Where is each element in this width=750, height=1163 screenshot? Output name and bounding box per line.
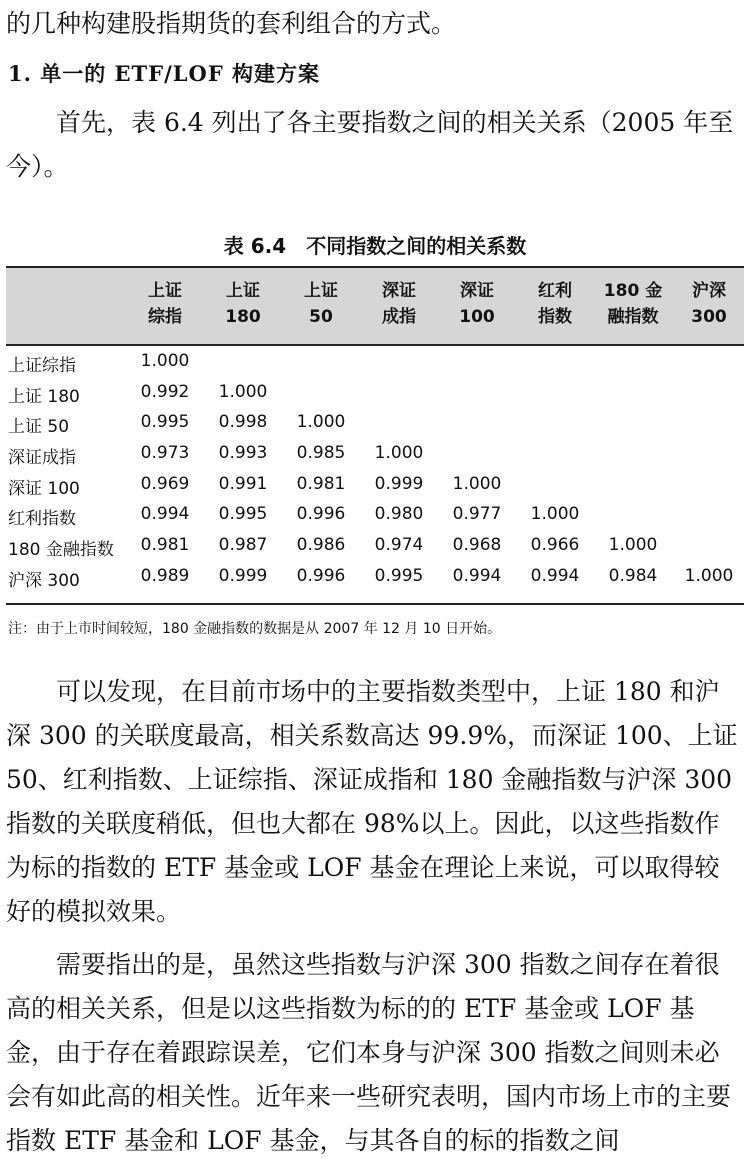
table-cell: 0.993 xyxy=(218,443,268,464)
table-cell: 0.994 xyxy=(452,565,502,586)
table-cell: 0.969 xyxy=(140,473,190,494)
table-cell: 0.977 xyxy=(452,504,502,525)
table-cell: 0.980 xyxy=(374,504,424,525)
column-header-line1: 上证 xyxy=(148,281,182,301)
table-cell: 1.000 xyxy=(296,412,346,433)
table-cell: 0.981 xyxy=(296,473,346,494)
column-header-line2: 50 xyxy=(309,307,333,327)
table-header xyxy=(6,266,744,346)
table-row xyxy=(6,563,744,594)
row-label: 上证 50 xyxy=(8,417,70,438)
table-cell: 0.996 xyxy=(296,565,346,586)
table-row xyxy=(6,440,744,471)
table-cell: 0.984 xyxy=(608,565,658,586)
table-row xyxy=(6,532,744,563)
table-cell: 0.985 xyxy=(296,443,346,464)
table-cell: 0.973 xyxy=(140,443,190,464)
column-header xyxy=(284,278,358,330)
intro-line: 的几种构建股指期货的套利组合的方式。 xyxy=(6,9,457,38)
table-cell: 0.999 xyxy=(218,565,268,586)
table-cell: 0.994 xyxy=(140,504,190,525)
row-label: 上证综指 xyxy=(8,356,76,376)
column-header xyxy=(206,278,280,330)
row-label: 上证 180 xyxy=(8,386,80,407)
table-row xyxy=(6,501,744,532)
table-cell: 1.000 xyxy=(684,565,734,586)
table-row xyxy=(6,471,744,502)
table-cell: 0.994 xyxy=(530,565,580,586)
table-row xyxy=(6,379,744,410)
table-cell: 1.000 xyxy=(140,351,190,371)
column-header-line2: 综指 xyxy=(148,307,182,327)
table-cell: 1.000 xyxy=(452,473,502,494)
row-label: 深证成指 xyxy=(8,448,76,469)
table-cell: 0.981 xyxy=(140,535,190,556)
row-label: 沪深 300 xyxy=(8,570,80,591)
table-title: 表 6.4 不同指数之间的相关系数 xyxy=(223,234,527,258)
column-header xyxy=(672,278,746,330)
table-row xyxy=(6,409,744,440)
table-cell: 0.974 xyxy=(374,535,424,556)
table-cell: 1.000 xyxy=(608,535,658,556)
table-cell: 0.999 xyxy=(374,473,424,494)
column-header-line1: 180 金 xyxy=(603,281,663,301)
column-header-line1: 上证 xyxy=(226,281,260,301)
table-cell: 1.000 xyxy=(374,443,424,464)
column-header xyxy=(128,278,202,330)
column-header-line2: 100 xyxy=(459,307,495,327)
table-cell: 0.996 xyxy=(296,504,346,525)
table-cell: 0.995 xyxy=(374,565,424,586)
column-header-line1: 沪深 xyxy=(692,281,726,301)
table-cell: 0.995 xyxy=(140,412,190,433)
column-header-line2: 180 xyxy=(225,307,261,327)
table-body xyxy=(6,348,744,594)
column-header xyxy=(596,278,670,330)
table-cell: 0.986 xyxy=(296,535,346,556)
table-cell: 0.989 xyxy=(140,565,190,586)
column-header-line2: 指数 xyxy=(538,307,572,327)
paragraph-1: 首先，表 6.4 列出了各主要指数之间的相关关系（2005 年至今）。 xyxy=(6,108,734,181)
column-header-line1: 深证 xyxy=(460,281,494,301)
column-header-line2: 300 xyxy=(691,307,727,327)
column-header xyxy=(362,278,436,330)
table-cell: 0.966 xyxy=(530,535,580,556)
column-header-line1: 上证 xyxy=(304,281,338,301)
table-cell: 0.991 xyxy=(218,473,268,494)
table-cell: 0.998 xyxy=(218,412,268,433)
table-cell: 1.000 xyxy=(218,381,268,402)
table-cell: 1.000 xyxy=(530,504,580,525)
table-cell: 0.992 xyxy=(140,381,190,402)
column-header-line2: 融指数 xyxy=(607,307,659,327)
row-label: 深证 100 xyxy=(8,478,80,499)
section-heading: 1. 单一的 ETF/LOF 构建方案 xyxy=(8,61,321,86)
table-row xyxy=(6,348,744,379)
column-header-line1: 深证 xyxy=(382,281,416,301)
column-header xyxy=(440,278,514,330)
row-label: 180 金融指数 xyxy=(8,540,114,561)
column-header-line2: 成指 xyxy=(382,307,416,327)
table-note: 注：由于上市时间较短，180 金融指数的数据是从 2007 年 12 月 10 日开始。 xyxy=(8,621,502,637)
table-cell: 0.987 xyxy=(218,535,268,556)
paragraph-3: 需要指出的是，虽然这些指数与沪深 300 指数之间存在着很高的相关关系，但是以这些指数为标的的 ETF 基金或 LOF 基金，由于存在着跟踪误差，它们本身与沪深 300 指数之间则未必会有如此高的相关性。近年来一些研究表明，国内市场上市的主要指数 ETF 基金和 LOF 基金，与其各自的标的指数之间 xyxy=(6,950,732,1155)
column-header xyxy=(518,278,592,330)
table-cell: 0.968 xyxy=(452,535,502,556)
row-label: 红利指数 xyxy=(8,509,76,530)
table-cell: 0.995 xyxy=(218,504,268,525)
paragraph-2: 可以发现，在目前市场中的主要指数类型中，上证 180 和沪深 300 的关联度最高，相关系数高达 99.9%，而深证 100、上证 50、红利指数、上证综指、深证成指和 180 金融指数与沪深 300 指数的关联度稍低，但也大都在 98%以上。因此，以这些指数作为标的指数的 ETF 基金或 LOF 基金在理论上来说，可以取得较好的模拟效果。 xyxy=(6,677,738,926)
column-header-line1: 红利 xyxy=(538,281,572,301)
table-bottom-rule xyxy=(6,603,744,605)
